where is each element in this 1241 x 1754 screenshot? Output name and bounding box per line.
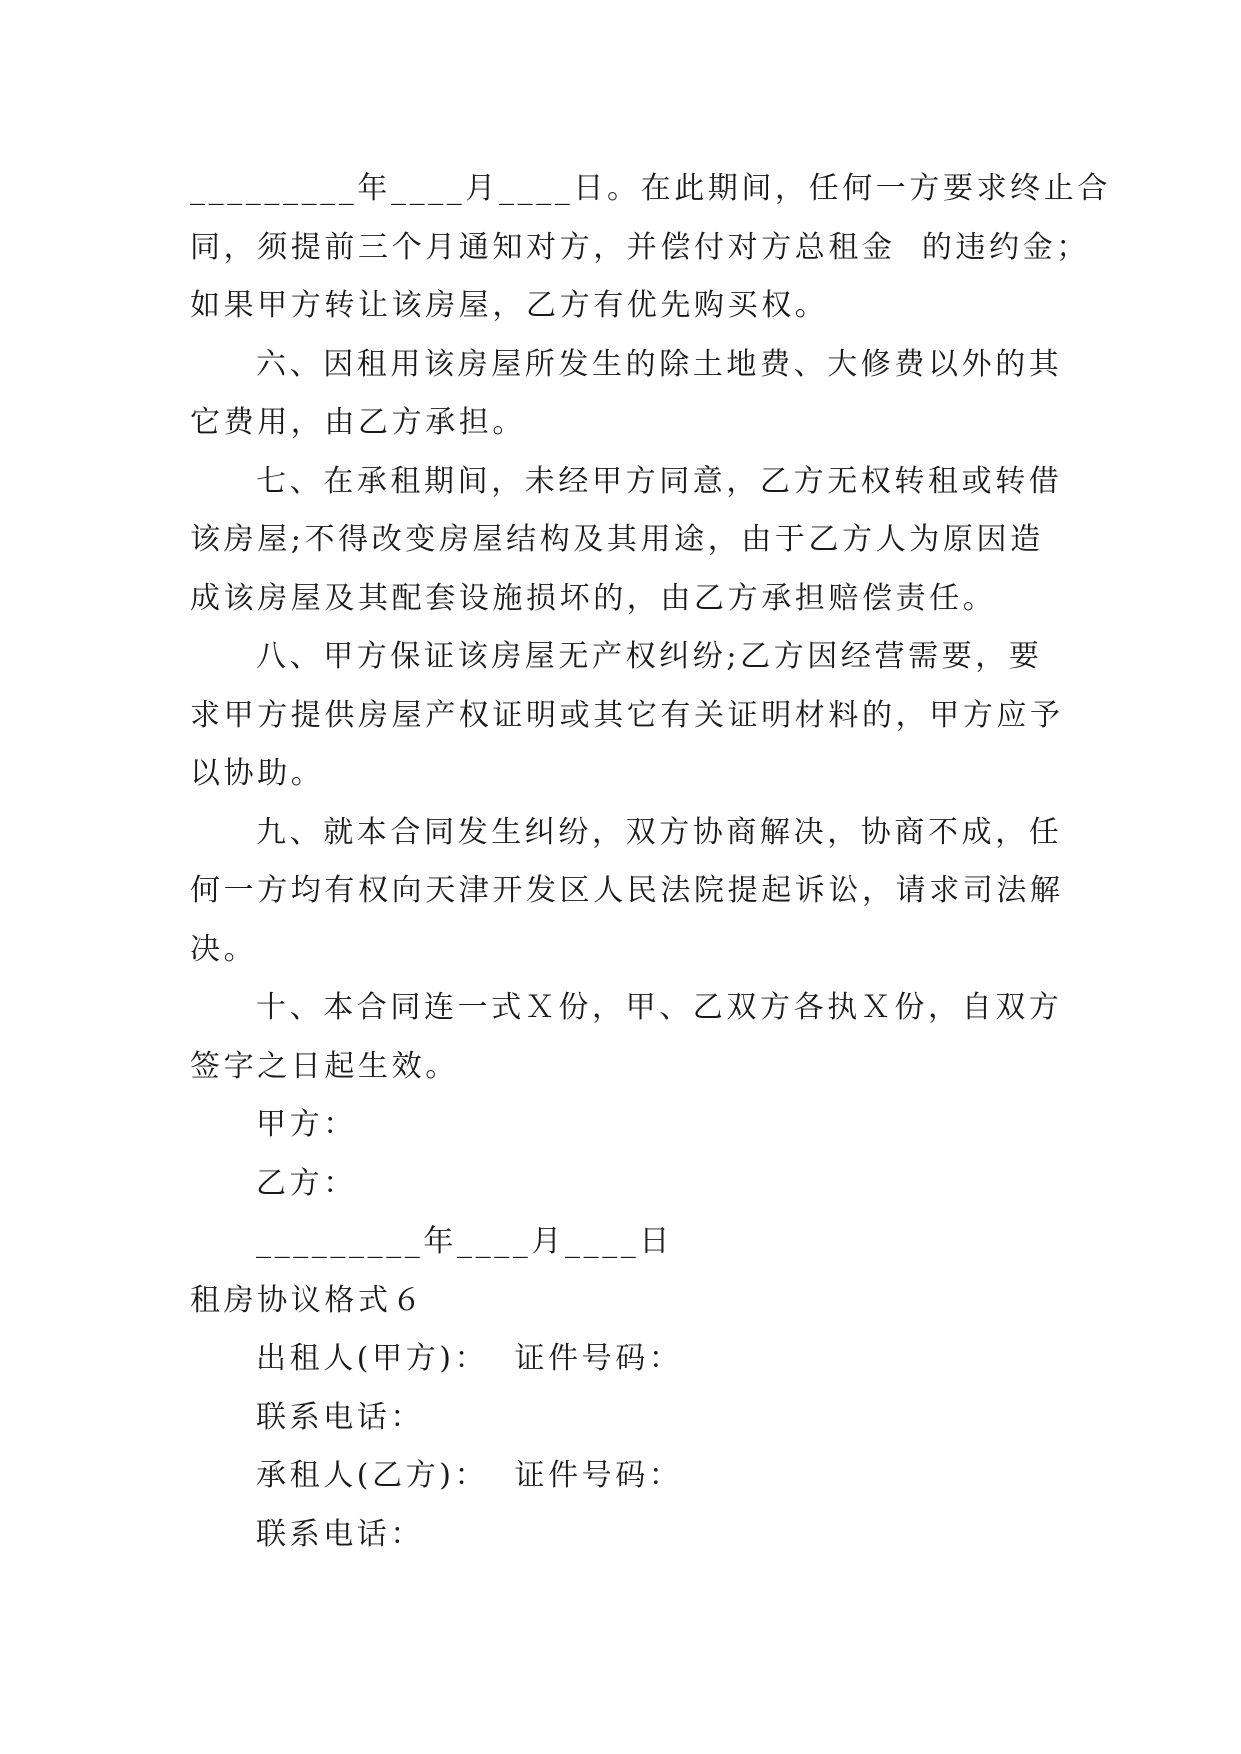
text-line: 如果甲方转让该房屋，乙方有优先购买权。 bbox=[190, 288, 829, 323]
text-line: 该房屋;不得改变房屋结构及其用途，由于乙方人为原因造 bbox=[190, 522, 1044, 557]
section-heading: 租房协议格式６ bbox=[190, 1282, 426, 1318]
text-line: 同，须提前三个月通知对方，并偿付对方总租金 的违约金； bbox=[190, 229, 1090, 265]
lessee-phone-field: 联系电话： bbox=[256, 1516, 424, 1552]
clause-10: 十、本合同连一式Ｘ份，甲、乙双方各执Ｘ份，自双方 bbox=[256, 990, 1063, 1025]
clause-8: 八、甲方保证该房屋无产权纠纷;乙方因经营需要，要 bbox=[256, 639, 1043, 674]
text-line: 决。 bbox=[190, 931, 258, 967]
clause-7: 七、在承租期间，未经甲方同意，乙方无权转租或转借 bbox=[256, 463, 1063, 499]
text-line: 何一方均有权向天津开发区人民法院提起诉讼，请求司法解 bbox=[190, 873, 1064, 908]
clause-6: 六、因租用该房屋所发生的除土地费、大修费以外的其 bbox=[256, 346, 1063, 382]
text-line: _________年____月____日。在此期间，任何一方要求终止合 bbox=[190, 171, 1111, 206]
signature-date: _________年____月____日 bbox=[256, 1224, 673, 1259]
party-b-signature: 乙方： bbox=[256, 1165, 357, 1201]
text-line: 签字之日起生效。 bbox=[190, 1048, 459, 1084]
party-a-signature: 甲方： bbox=[256, 1107, 357, 1142]
text-line: 以协助。 bbox=[190, 756, 325, 791]
text-line: 求甲方提供房屋产权证明或其它有关证明材料的，甲方应予 bbox=[190, 697, 1064, 733]
text-line: 成该房屋及其配套设施损坏的，由乙方承担赔偿责任。 bbox=[190, 580, 997, 616]
document-page bbox=[190, 160, 1111, 1564]
lessor-phone-field: 联系电话： bbox=[256, 1399, 424, 1435]
lessor-field: 出租人(甲方)： 证件号码： bbox=[256, 1341, 683, 1376]
clause-9: 九、就本合同发生纠纷，双方协商解决，协商不成，任 bbox=[256, 814, 1063, 850]
lessee-field: 承租人(乙方)： 证件号码： bbox=[256, 1458, 683, 1493]
text-line: 它费用，由乙方承担。 bbox=[190, 405, 526, 440]
